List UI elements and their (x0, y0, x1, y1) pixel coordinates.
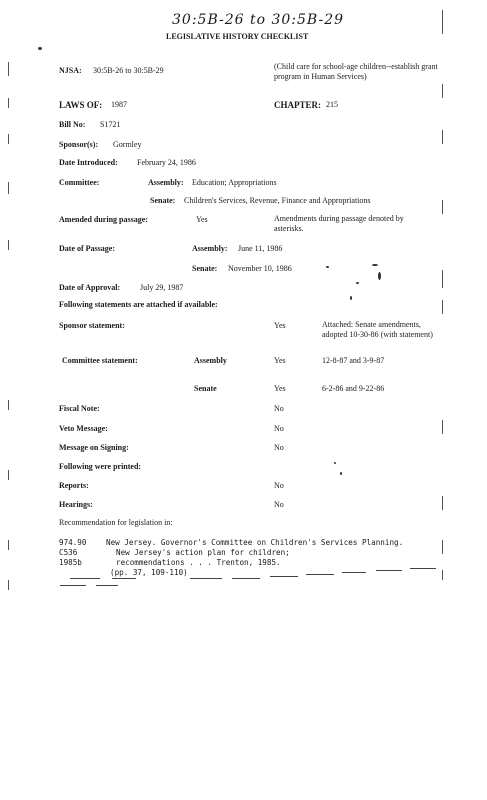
scan-speck (350, 296, 352, 300)
amended-value: Yes (196, 215, 208, 224)
margin-mark (442, 420, 443, 434)
citation-line: recommendations . . . Trenton, 1985. (116, 558, 281, 567)
scan-speck (378, 272, 381, 280)
margin-mark (8, 400, 9, 410)
divider-dash (70, 578, 100, 579)
sponsors-value: Gormley (113, 140, 142, 149)
laws-of-label: LAWS OF: (59, 100, 103, 110)
committee-statement-senate-label: Senate (194, 384, 217, 393)
hearings-value: No (274, 500, 284, 509)
committee-statement-label: Committee statement: (62, 356, 138, 365)
passage-senate-label: Senate: (192, 264, 218, 273)
chapter-value: 215 (326, 100, 338, 109)
committee-senate-value: Children's Services, Revenue, Finance and Appropriations (184, 196, 371, 205)
scan-speck (340, 472, 342, 475)
following-statements-heading: Following statements are attached if available: (59, 300, 218, 309)
margin-mark (442, 270, 443, 288)
committee-statement-assembly-value: Yes (274, 356, 286, 365)
divider-dash (376, 570, 402, 571)
following-printed-heading: Following were printed: (59, 462, 142, 471)
scan-speck (326, 266, 329, 268)
njsa-label: NJSA: (59, 66, 82, 75)
citation-line: (pp. 37, 109-110) (110, 568, 188, 577)
passage-senate-value: November 10, 1986 (228, 264, 292, 273)
hearings-label: Hearings: (59, 500, 93, 509)
date-introduced-value: February 24, 1986 (137, 158, 196, 167)
margin-mark (442, 84, 443, 98)
divider-dash (60, 585, 86, 586)
sponsor-statement-value: Yes (274, 321, 286, 330)
handwritten-header: 30:5B-26 to 30:5B-29 (172, 12, 345, 28)
margin-mark (8, 134, 9, 144)
approval-label: Date of Approval: (59, 283, 121, 292)
margin-mark (442, 570, 443, 580)
committee-assembly-value: Education; Appropriations (192, 178, 277, 187)
sponsors-label: Sponsor(s): (59, 140, 99, 149)
page-title: LEGISLATIVE HISTORY CHECKLIST (166, 32, 309, 41)
sponsor-statement-note: Attached: Senate amendments, adopted 10-30-86 (with statement) (322, 320, 433, 339)
fiscal-note-value: No (274, 404, 284, 413)
margin-mark (442, 496, 443, 510)
message-on-signing-value: No (274, 443, 284, 452)
citation-call-number: C536 (59, 548, 78, 557)
margin-mark (8, 98, 9, 108)
njsa-value: 30:5B-26 to 30:5B-29 (93, 66, 164, 75)
divider-dash (410, 568, 436, 569)
margin-mark (442, 200, 443, 214)
bill-no-value: S1721 (100, 120, 121, 129)
scan-speck (372, 264, 378, 266)
chapter-label: CHAPTER: (274, 100, 321, 110)
njsa-note: (Child care for school-age children--establish grant program in Human Services) (274, 62, 438, 81)
veto-message-label: Veto Message: (59, 424, 108, 433)
amended-label: Amended during passage: (59, 215, 148, 224)
passage-label: Date of Passage: (59, 244, 115, 253)
approval-value: July 29, 1987 (140, 283, 184, 292)
citation-line: New Jersey. Governor's Committee on Children's Services Planning. (106, 538, 404, 547)
margin-mark (8, 240, 9, 250)
margin-mark (8, 470, 9, 480)
laws-of-value: 1987 (111, 100, 127, 109)
margin-mark (442, 300, 443, 314)
veto-message-value: No (274, 424, 284, 433)
reports-value: No (274, 481, 284, 490)
recommendation-heading: Recommendation for legislation in: (59, 518, 173, 527)
divider-dash (112, 578, 136, 579)
divider-dash (306, 574, 334, 575)
citation-call-number: 1985b (59, 558, 82, 567)
passage-assembly-label: Assembly: (192, 244, 228, 253)
amended-note: Amendments during passage denoted by asterisks. (274, 214, 404, 233)
date-introduced-label: Date Introduced: (59, 158, 118, 167)
committee-assembly-label: Assembly: (148, 178, 184, 187)
divider-dash (96, 585, 118, 586)
bill-no-label: Bill No: (59, 120, 86, 129)
passage-assembly-value: June 11, 1986 (238, 244, 283, 253)
margin-mark (8, 182, 9, 194)
margin-mark (8, 580, 9, 590)
scan-speck (334, 462, 336, 464)
margin-mark (442, 540, 443, 554)
reports-label: Reports: (59, 481, 89, 490)
committee-senate-label: Senate: (150, 196, 176, 205)
scan-speck (356, 282, 359, 284)
divider-dash (342, 572, 366, 573)
committee-statement-assembly-label: Assembly (194, 356, 227, 365)
margin-mark (442, 10, 443, 34)
message-on-signing-label: Message on Signing: (59, 443, 129, 452)
fiscal-note-label: Fiscal Note: (59, 404, 100, 413)
margin-mark (442, 130, 443, 144)
committee-statement-senate-value: Yes (274, 384, 286, 393)
margin-mark (8, 62, 9, 76)
divider-dash (232, 578, 260, 579)
committee-statement-senate-note: 6-2-86 and 9-22-86 (322, 384, 385, 393)
punch-mark (38, 47, 42, 50)
citation-line: New Jersey's action plan for children; (116, 548, 290, 557)
citation-call-number: 974.90 (59, 538, 87, 547)
committee-statement-assembly-note: 12-8-87 and 3-9-87 (322, 356, 385, 365)
committee-label: Committee: (59, 178, 100, 187)
margin-mark (8, 540, 9, 550)
divider-dash (270, 576, 298, 577)
divider-dash (190, 578, 222, 579)
sponsor-statement-label: Sponsor statement: (59, 321, 125, 330)
